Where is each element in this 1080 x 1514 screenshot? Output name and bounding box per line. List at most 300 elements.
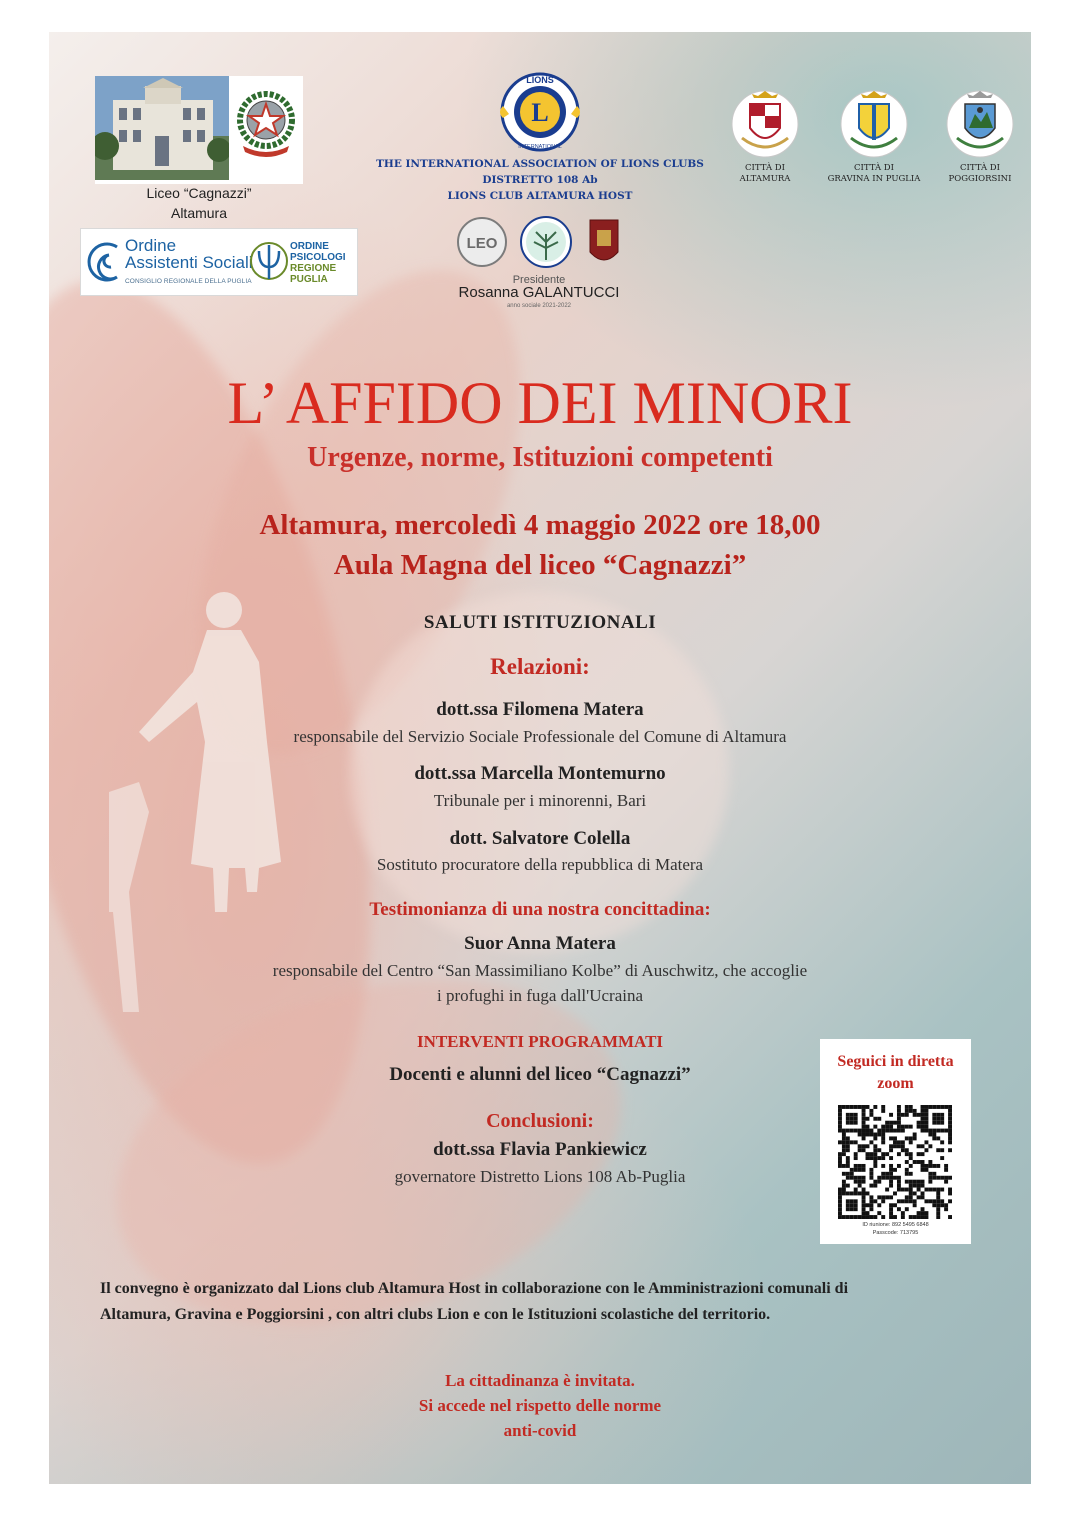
- qr-module: [924, 1140, 928, 1144]
- qr-module: [838, 1215, 842, 1219]
- qr-module: [948, 1125, 952, 1129]
- qr-module: [869, 1199, 873, 1203]
- qr-module: [877, 1148, 881, 1152]
- presidente-label: Presidente: [512, 274, 566, 286]
- qr-module: [897, 1105, 901, 1109]
- qr-module: [921, 1211, 925, 1215]
- qr-module: [936, 1113, 940, 1117]
- qr-module: [842, 1184, 846, 1188]
- qr-module: [854, 1176, 858, 1180]
- qr-module: [948, 1129, 952, 1133]
- qr-module: [866, 1105, 870, 1109]
- qr-module: [877, 1133, 881, 1137]
- qr-module: [924, 1148, 928, 1152]
- qr-module: [948, 1176, 952, 1180]
- qr-module: [897, 1121, 901, 1125]
- qr-module: [909, 1164, 913, 1168]
- qr-module: [928, 1160, 932, 1164]
- qr-module: [921, 1129, 925, 1133]
- qr-module: [858, 1180, 862, 1184]
- qr-module: [877, 1195, 881, 1199]
- qr-module: [928, 1133, 932, 1137]
- qr-module: [928, 1164, 932, 1168]
- qr-module: [948, 1140, 952, 1144]
- qr-module: [944, 1180, 948, 1184]
- qr-module: [850, 1199, 854, 1203]
- event-datetime: Altamura, mercoledì 4 maggio 2022 ore 18,00: [259, 509, 821, 541]
- qr-module: [869, 1168, 873, 1172]
- qr-module: [869, 1172, 873, 1176]
- qr-module: [913, 1113, 917, 1117]
- qr-module: [893, 1144, 897, 1148]
- zoom-label: Seguici in diretta zoom: [837, 1053, 954, 1092]
- qr-module: [842, 1148, 846, 1152]
- qr-module: [921, 1105, 925, 1109]
- qr-module: [889, 1144, 893, 1148]
- qr-module: [869, 1113, 873, 1117]
- speaker-role: Sostituto procuratore della repubblica di Matera: [376, 855, 704, 874]
- qr-module: [881, 1109, 885, 1113]
- qr-module: [854, 1117, 858, 1121]
- qr-module: [893, 1129, 897, 1133]
- qr-module: [850, 1207, 854, 1211]
- qr-module: [873, 1215, 877, 1219]
- qr-module: [881, 1140, 885, 1144]
- qr-module: [858, 1164, 862, 1168]
- qr-module: [924, 1199, 928, 1203]
- qr-module: [858, 1176, 862, 1180]
- qr-module: [936, 1203, 940, 1207]
- qr-module: [862, 1117, 866, 1121]
- qr-module: [889, 1215, 893, 1219]
- qr-module: [846, 1129, 850, 1133]
- event-venue: Aula Magna del liceo “Cagnazzi”: [333, 549, 747, 581]
- qr-module: [924, 1117, 928, 1121]
- qr-module: [936, 1191, 940, 1195]
- qr-module: [921, 1164, 925, 1168]
- qr-module: [846, 1148, 850, 1152]
- qr-module: [842, 1191, 846, 1195]
- qr-module: [913, 1199, 917, 1203]
- qr-module: [940, 1176, 944, 1180]
- qr-module: [932, 1188, 936, 1192]
- zoom-qr-code[interactable]: [834, 1105, 956, 1219]
- qr-module: [862, 1164, 866, 1168]
- qr-module: [858, 1191, 862, 1195]
- qr-module: [897, 1207, 901, 1211]
- qr-module: [909, 1156, 913, 1160]
- qr-module: [928, 1144, 932, 1148]
- qr-module: [932, 1176, 936, 1180]
- qr-module: [838, 1199, 842, 1203]
- qr-module: [936, 1136, 940, 1140]
- qr-module: [881, 1172, 885, 1176]
- qr-module: [924, 1125, 928, 1129]
- qr-module: [936, 1129, 940, 1133]
- speaker-name: dott.ssa Filomena Matera: [436, 699, 644, 720]
- qr-module: [893, 1191, 897, 1195]
- qr-module: [862, 1180, 866, 1184]
- qr-module: [873, 1160, 877, 1164]
- gravina-coat-of-arms-icon: [839, 88, 909, 160]
- qr-module: [842, 1152, 846, 1156]
- qr-module: [944, 1129, 948, 1133]
- poster: [49, 32, 1031, 1484]
- conclusioni-heading: Conclusioni:: [486, 1110, 594, 1132]
- qr-module: [877, 1117, 881, 1121]
- qr-module: [893, 1168, 897, 1172]
- qr-module: [948, 1113, 952, 1117]
- qr-module: [858, 1215, 862, 1219]
- qr-module: [901, 1140, 905, 1144]
- qr-module: [881, 1164, 885, 1168]
- qr-module: [838, 1207, 842, 1211]
- qr-module: [838, 1195, 842, 1199]
- qr-module: [842, 1129, 846, 1133]
- qr-module: [850, 1140, 854, 1144]
- leo-club-logos: [454, 212, 624, 274]
- qr-module: [866, 1156, 870, 1160]
- qr-module: [917, 1125, 921, 1129]
- qr-module: [862, 1215, 866, 1219]
- qr-module: [846, 1113, 850, 1117]
- qr-module: [917, 1180, 921, 1184]
- qr-module: [889, 1121, 893, 1125]
- qr-module: [889, 1180, 893, 1184]
- testimone-role: responsabile del Centro “San Massimiliano Kolbe” di Auschwitz, che accoglie: [272, 961, 808, 980]
- school-name: Liceo “Cagnazzi” Altamura: [146, 185, 252, 221]
- qr-module: [909, 1105, 913, 1109]
- qr-module: [846, 1156, 850, 1160]
- qr-module: [944, 1203, 948, 1207]
- qr-module: [917, 1188, 921, 1192]
- qr-module: [905, 1180, 909, 1184]
- qr-module: [921, 1160, 925, 1164]
- qr-module: [838, 1188, 842, 1192]
- qr-module: [917, 1144, 921, 1148]
- qr-module: [921, 1121, 925, 1125]
- qr-module: [846, 1191, 850, 1195]
- qr-module: [909, 1152, 913, 1156]
- qr-module: [854, 1105, 858, 1109]
- qr-module: [948, 1188, 952, 1192]
- conclusioni-name: dott.ssa Flavia Pankiewicz: [433, 1139, 647, 1160]
- qr-module: [909, 1188, 913, 1192]
- qr-module: [866, 1152, 870, 1156]
- qr-module: [924, 1129, 928, 1133]
- city-altamura-crest: CITTÀ DI ALTAMURA: [710, 88, 820, 185]
- qr-module: [932, 1172, 936, 1176]
- qr-module: [838, 1121, 842, 1125]
- qr-module: [842, 1188, 846, 1192]
- qr-module: [885, 1172, 889, 1176]
- qr-module: [928, 1188, 932, 1192]
- qr-module: [889, 1203, 893, 1207]
- qr-module: [928, 1105, 932, 1109]
- qr-module: [905, 1109, 909, 1113]
- qr-module: [877, 1176, 881, 1180]
- qr-module: [909, 1215, 913, 1219]
- qr-module: [913, 1203, 917, 1207]
- qr-module: [936, 1164, 940, 1168]
- qr-module: [866, 1215, 870, 1219]
- qr-module: [854, 1191, 858, 1195]
- qr-module: [909, 1140, 913, 1144]
- qr-module: [897, 1184, 901, 1188]
- qr-module: [850, 1129, 854, 1133]
- qr-module: [893, 1140, 897, 1144]
- qr-module: [858, 1129, 862, 1133]
- qr-module: [909, 1125, 913, 1129]
- qr-module: [846, 1117, 850, 1121]
- qr-module: [940, 1129, 944, 1133]
- qr-module: [866, 1191, 870, 1195]
- qr-module: [921, 1191, 925, 1195]
- qr-module: [924, 1168, 928, 1172]
- qr-module: [866, 1129, 870, 1133]
- qr-module: [858, 1184, 862, 1188]
- qr-module: [924, 1215, 928, 1219]
- qr-module: [881, 1199, 885, 1203]
- qr-module: [921, 1113, 925, 1117]
- qr-module: [948, 1109, 952, 1113]
- qr-module: [936, 1176, 940, 1180]
- qr-module: [881, 1105, 885, 1109]
- qr-module: [862, 1207, 866, 1211]
- qr-module: [893, 1215, 897, 1219]
- qr-module: [909, 1109, 913, 1113]
- qr-module: [869, 1184, 873, 1188]
- qr-module: [850, 1203, 854, 1207]
- qr-module: [838, 1191, 842, 1195]
- qr-module: [854, 1121, 858, 1125]
- qr-module: [889, 1172, 893, 1176]
- qr-module: [889, 1125, 893, 1129]
- qr-module: [936, 1188, 940, 1192]
- qr-module: [873, 1156, 877, 1160]
- qr-module: [944, 1176, 948, 1180]
- qr-module: [877, 1180, 881, 1184]
- closing-covid-rules: Si accede nel rispetto delle norme: [418, 1396, 662, 1415]
- qr-module: [940, 1188, 944, 1192]
- qr-module: [948, 1191, 952, 1195]
- qr-module: [862, 1125, 866, 1129]
- qr-module: [885, 1176, 889, 1180]
- qr-module: [889, 1129, 893, 1133]
- qr-module: [905, 1199, 909, 1203]
- qr-module: [917, 1121, 921, 1125]
- qr-module: [869, 1129, 873, 1133]
- qr-module: [921, 1207, 925, 1211]
- qr-module: [893, 1203, 897, 1207]
- qr-module: [924, 1113, 928, 1117]
- qr-module: [921, 1168, 925, 1172]
- qr-module: [901, 1113, 905, 1117]
- qr-module: [917, 1160, 921, 1164]
- qr-module: [877, 1203, 881, 1207]
- qr-module: [889, 1156, 893, 1160]
- qr-module: [913, 1109, 917, 1113]
- qr-module: [913, 1136, 917, 1140]
- qr-module: [936, 1117, 940, 1121]
- qr-module: [917, 1184, 921, 1188]
- qr-module: [846, 1105, 850, 1109]
- qr-module: [869, 1203, 873, 1207]
- qr-module: [854, 1156, 858, 1160]
- qr-module: [862, 1211, 866, 1215]
- qr-module: [873, 1136, 877, 1140]
- qr-module: [854, 1140, 858, 1144]
- qr-module: [921, 1152, 925, 1156]
- qr-module: [877, 1211, 881, 1215]
- qr-module: [917, 1195, 921, 1199]
- qr-module: [873, 1133, 877, 1137]
- qr-module: [877, 1129, 881, 1133]
- qr-module: [873, 1105, 877, 1109]
- qr-module: [948, 1133, 952, 1137]
- qr-module: [940, 1148, 944, 1152]
- qr-module: [897, 1199, 901, 1203]
- qr-module: [932, 1129, 936, 1133]
- qr-module: [838, 1203, 842, 1207]
- qr-module: [838, 1129, 842, 1133]
- zoom-meeting-details: ID riunione: 892 5495 6848 Passcode: 713795: [862, 1222, 929, 1236]
- qr-module: [846, 1207, 850, 1211]
- qr-module: [924, 1105, 928, 1109]
- qr-module: [913, 1133, 917, 1137]
- qr-module: [881, 1176, 885, 1180]
- qr-module: [932, 1121, 936, 1125]
- ordine-assistenti-sociali-logo: Ordine Assistenti Sociali CONSIGLIO REGIONALE DELLA PUGLIA: [125, 236, 253, 285]
- qr-module: [917, 1215, 921, 1219]
- qr-module: [881, 1195, 885, 1199]
- qr-module: [873, 1144, 877, 1148]
- qr-module: [905, 1195, 909, 1199]
- qr-module: [862, 1129, 866, 1133]
- lions-association-text: THE INTERNATIONAL ASSOCIATION OF LIONS CLUBS DISTRETTO 108 Ab LIONS CLUB ALTAMURA HOST: [376, 158, 704, 202]
- qr-module: [838, 1152, 842, 1156]
- svg-text:LIONS: LIONS: [526, 75, 554, 85]
- qr-module: [838, 1211, 842, 1215]
- qr-module: [905, 1160, 909, 1164]
- qr-module: [897, 1109, 901, 1113]
- qr-module: [940, 1105, 944, 1109]
- qr-module: [854, 1168, 858, 1172]
- qr-module: [921, 1184, 925, 1188]
- qr-module: [862, 1203, 866, 1207]
- qr-module: [862, 1191, 866, 1195]
- qr-module: [873, 1184, 877, 1188]
- qr-module: [909, 1191, 913, 1195]
- altamura-coat-of-arms-icon: [730, 88, 800, 160]
- qr-module: [909, 1180, 913, 1184]
- qr-module: [846, 1164, 850, 1168]
- qr-module: [921, 1180, 925, 1184]
- qr-module: [913, 1180, 917, 1184]
- qr-module: [928, 1176, 932, 1180]
- qr-module: [913, 1191, 917, 1195]
- qr-module: [850, 1168, 854, 1172]
- qr-module: [838, 1109, 842, 1113]
- qr-module: [901, 1211, 905, 1215]
- qr-module: [862, 1133, 866, 1137]
- ordine-psicologi-logo: ORDINE PSICOLOGI REGIONE PUGLIA: [290, 241, 346, 285]
- qr-module: [869, 1156, 873, 1160]
- qr-module: [885, 1188, 889, 1192]
- lions-international-logo: [495, 68, 585, 156]
- city-poggiorsini-crest: CITTÀ DI POGGIORSINI: [925, 88, 1031, 185]
- qr-module: [932, 1203, 936, 1207]
- speaker-role: Tribunale per i minorenni, Bari: [433, 791, 647, 810]
- qr-module: [897, 1144, 901, 1148]
- closing-invitation: La cittadinanza è invitata.: [445, 1371, 635, 1390]
- qr-module: [842, 1144, 846, 1148]
- qr-module: [842, 1136, 846, 1140]
- qr-module: [881, 1136, 885, 1140]
- qr-module: [940, 1113, 944, 1117]
- qr-module: [921, 1144, 925, 1148]
- qr-module: [866, 1125, 870, 1129]
- qr-module: [924, 1109, 928, 1113]
- qr-module: [936, 1211, 940, 1215]
- qr-module: [866, 1203, 870, 1207]
- qr-module: [858, 1133, 862, 1137]
- qr-module: [862, 1195, 866, 1199]
- qr-module: [842, 1164, 846, 1168]
- zoom-qr-box: [820, 1039, 971, 1244]
- qr-module: [924, 1211, 928, 1215]
- qr-module: [862, 1148, 866, 1152]
- qr-module: [893, 1176, 897, 1180]
- qr-module: [921, 1117, 925, 1121]
- qr-module: [846, 1172, 850, 1176]
- qr-module: [905, 1105, 909, 1109]
- qr-module: [838, 1164, 842, 1168]
- qr-module: [838, 1105, 842, 1109]
- qr-module: [866, 1117, 870, 1121]
- qr-module: [842, 1172, 846, 1176]
- qr-module: [924, 1188, 928, 1192]
- school-building-photo: [95, 76, 229, 180]
- qr-module: [905, 1172, 909, 1176]
- qr-module: [846, 1176, 850, 1180]
- qr-module: [913, 1160, 917, 1164]
- qr-module: [869, 1152, 873, 1156]
- qr-module: [838, 1125, 842, 1129]
- qr-module: [901, 1188, 905, 1192]
- qr-module: [881, 1215, 885, 1219]
- qr-module: [862, 1168, 866, 1172]
- qr-module: [905, 1148, 909, 1152]
- qr-module: [897, 1129, 901, 1133]
- qr-module: [850, 1121, 854, 1125]
- svg-text:L: L: [531, 98, 549, 127]
- qr-module: [854, 1207, 858, 1211]
- qr-module: [846, 1121, 850, 1125]
- qr-module: [909, 1136, 913, 1140]
- qr-module: [846, 1136, 850, 1140]
- qr-module: [948, 1199, 952, 1203]
- qr-module: [928, 1199, 932, 1203]
- qr-module: [838, 1160, 842, 1164]
- qr-module: [932, 1136, 936, 1140]
- svg-text:INTERNATIONAL: INTERNATIONAL: [518, 144, 562, 150]
- qr-module: [936, 1207, 940, 1211]
- qr-module: [909, 1195, 913, 1199]
- qr-module: [928, 1172, 932, 1176]
- poggiorsini-coat-of-arms-icon: [945, 88, 1015, 160]
- qr-module: [897, 1176, 901, 1180]
